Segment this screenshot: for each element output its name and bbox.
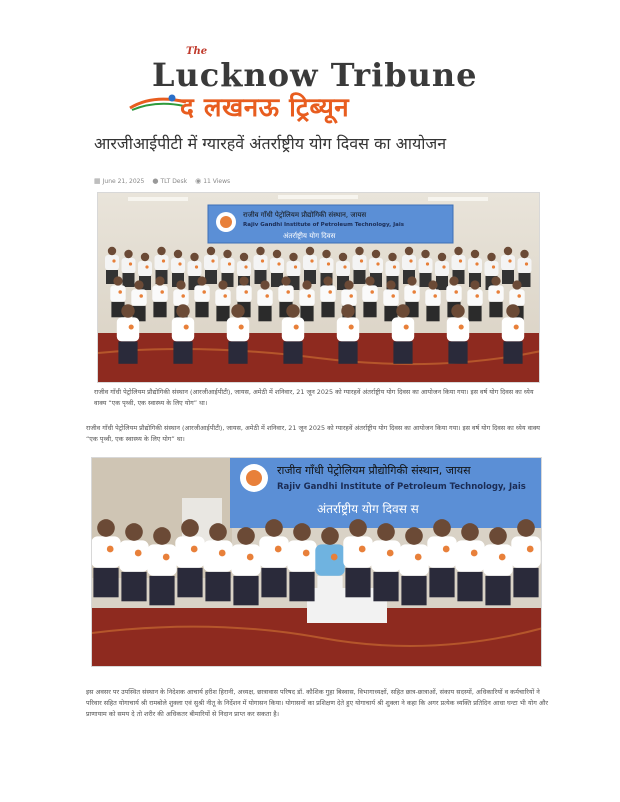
article-paragraph-1: राजीव गाँधी पेट्रोलियम प्रौद्योगिकी संस्थान (आरजीआईपीटी), जायस, अमेठी में शनिवार, 21 जून 2025 को ग्यारहवें अंतर्राष्ट्रीय योग दिवस का आयोजन किया गया। इस वर्ष योग दिवस का ध्येय वाक्य “एक पृथ्वी, एक स्वास्थ्य के लिए योग” था। [86, 424, 540, 443]
photo-caption: राजीव गाँधी पेट्रोलियम प्रौद्योगिकी संस्थान (आरजीआईपीटी), जायस, अमेठी में शनिवार, 21 जून 2025 को ग्यारहवें अंतर्राष्ट्रीय योग दिवस का आयोजन किया गया। इस वर्ष योग दिवस का ध्येय वाक्य “एक पृथ्वी, एक स्वास्थ्य के लिए योग” था। [94, 388, 534, 407]
article-views [195, 177, 230, 185]
masthead-title-hindi: द लखनऊ ट्रिब्यून [180, 93, 350, 123]
banner-text-english: Rajiv Gandhi Institute of Petroleum Technology, Jais [243, 222, 405, 228]
date-text: June 21, 2025 [102, 178, 145, 185]
masthead-logo[interactable] [0, 46, 620, 123]
user-icon: ● [152, 177, 159, 185]
article-date [94, 177, 144, 185]
author-text[interactable]: TLT Desk [160, 178, 188, 185]
banner2-text-hindi: राजीव गाँधी पेट्रोलियम प्रौद्योगिकी संस्थान, जायस [277, 464, 471, 477]
masthead-the: The [186, 46, 208, 57]
article-title: आरजीआईपीटी में ग्यारहवें अंतर्राष्ट्रीय योग दिवस का आयोजन [94, 134, 447, 153]
article-paragraph-2: इस अवसर पर उपस्थित संस्थान के निदेशक आचार्य हरीश हिरानी, अध्यक्ष, छात्रावास परिषद डॉ. कौशिक गुहा बिस्वास, विभागाध्यक्षों, सहित छात्र-छात्राओं, संकाय सदस्यों, अधिकारियों व कर्मचारियों ने परिवार सहित योगाचार्य श्री रामबोले शुक्ला एवं सुश्री नीतू के निर्देशन में योगासन किया। योगासनों का प्रशिक्षण देते हुए योगाचार्य श्री शुक्ला ने कहा कि अगर प्रत्येक व्यक्ति प्रतिदिन आधा घन्टा भी योग और प्राणायाम को समय दे तो शरीर की अधिकतर बीमारियों से निदान प्राप्त कर सकता है। [86, 688, 548, 718]
logo-swoosh-icon [128, 92, 188, 112]
article-photo-group-seated [97, 192, 540, 383]
eye-icon: ◉ [195, 177, 202, 185]
views-text: 11 Views [203, 178, 231, 185]
banner2-text-english: Rajiv Gandhi Institute of Petroleum Technology, Jais [277, 482, 526, 492]
article-photo-group-standing [91, 457, 542, 667]
banner-text-hindi: राजीव गाँधी पेट्रोलियम प्रौद्योगिकी संस्थान, जायस [243, 211, 367, 219]
article-meta [94, 177, 230, 185]
banner2-text-subtitle: अंतर्राष्ट्रीय योग दिवस स [317, 502, 419, 516]
calendar-icon: ▦ [94, 177, 101, 185]
masthead-title-english: Lucknow Tribune [152, 56, 478, 94]
article-author[interactable] [152, 177, 187, 185]
banner-text-subtitle: अंतर्राष्ट्रीय योग दिवस [283, 232, 336, 240]
